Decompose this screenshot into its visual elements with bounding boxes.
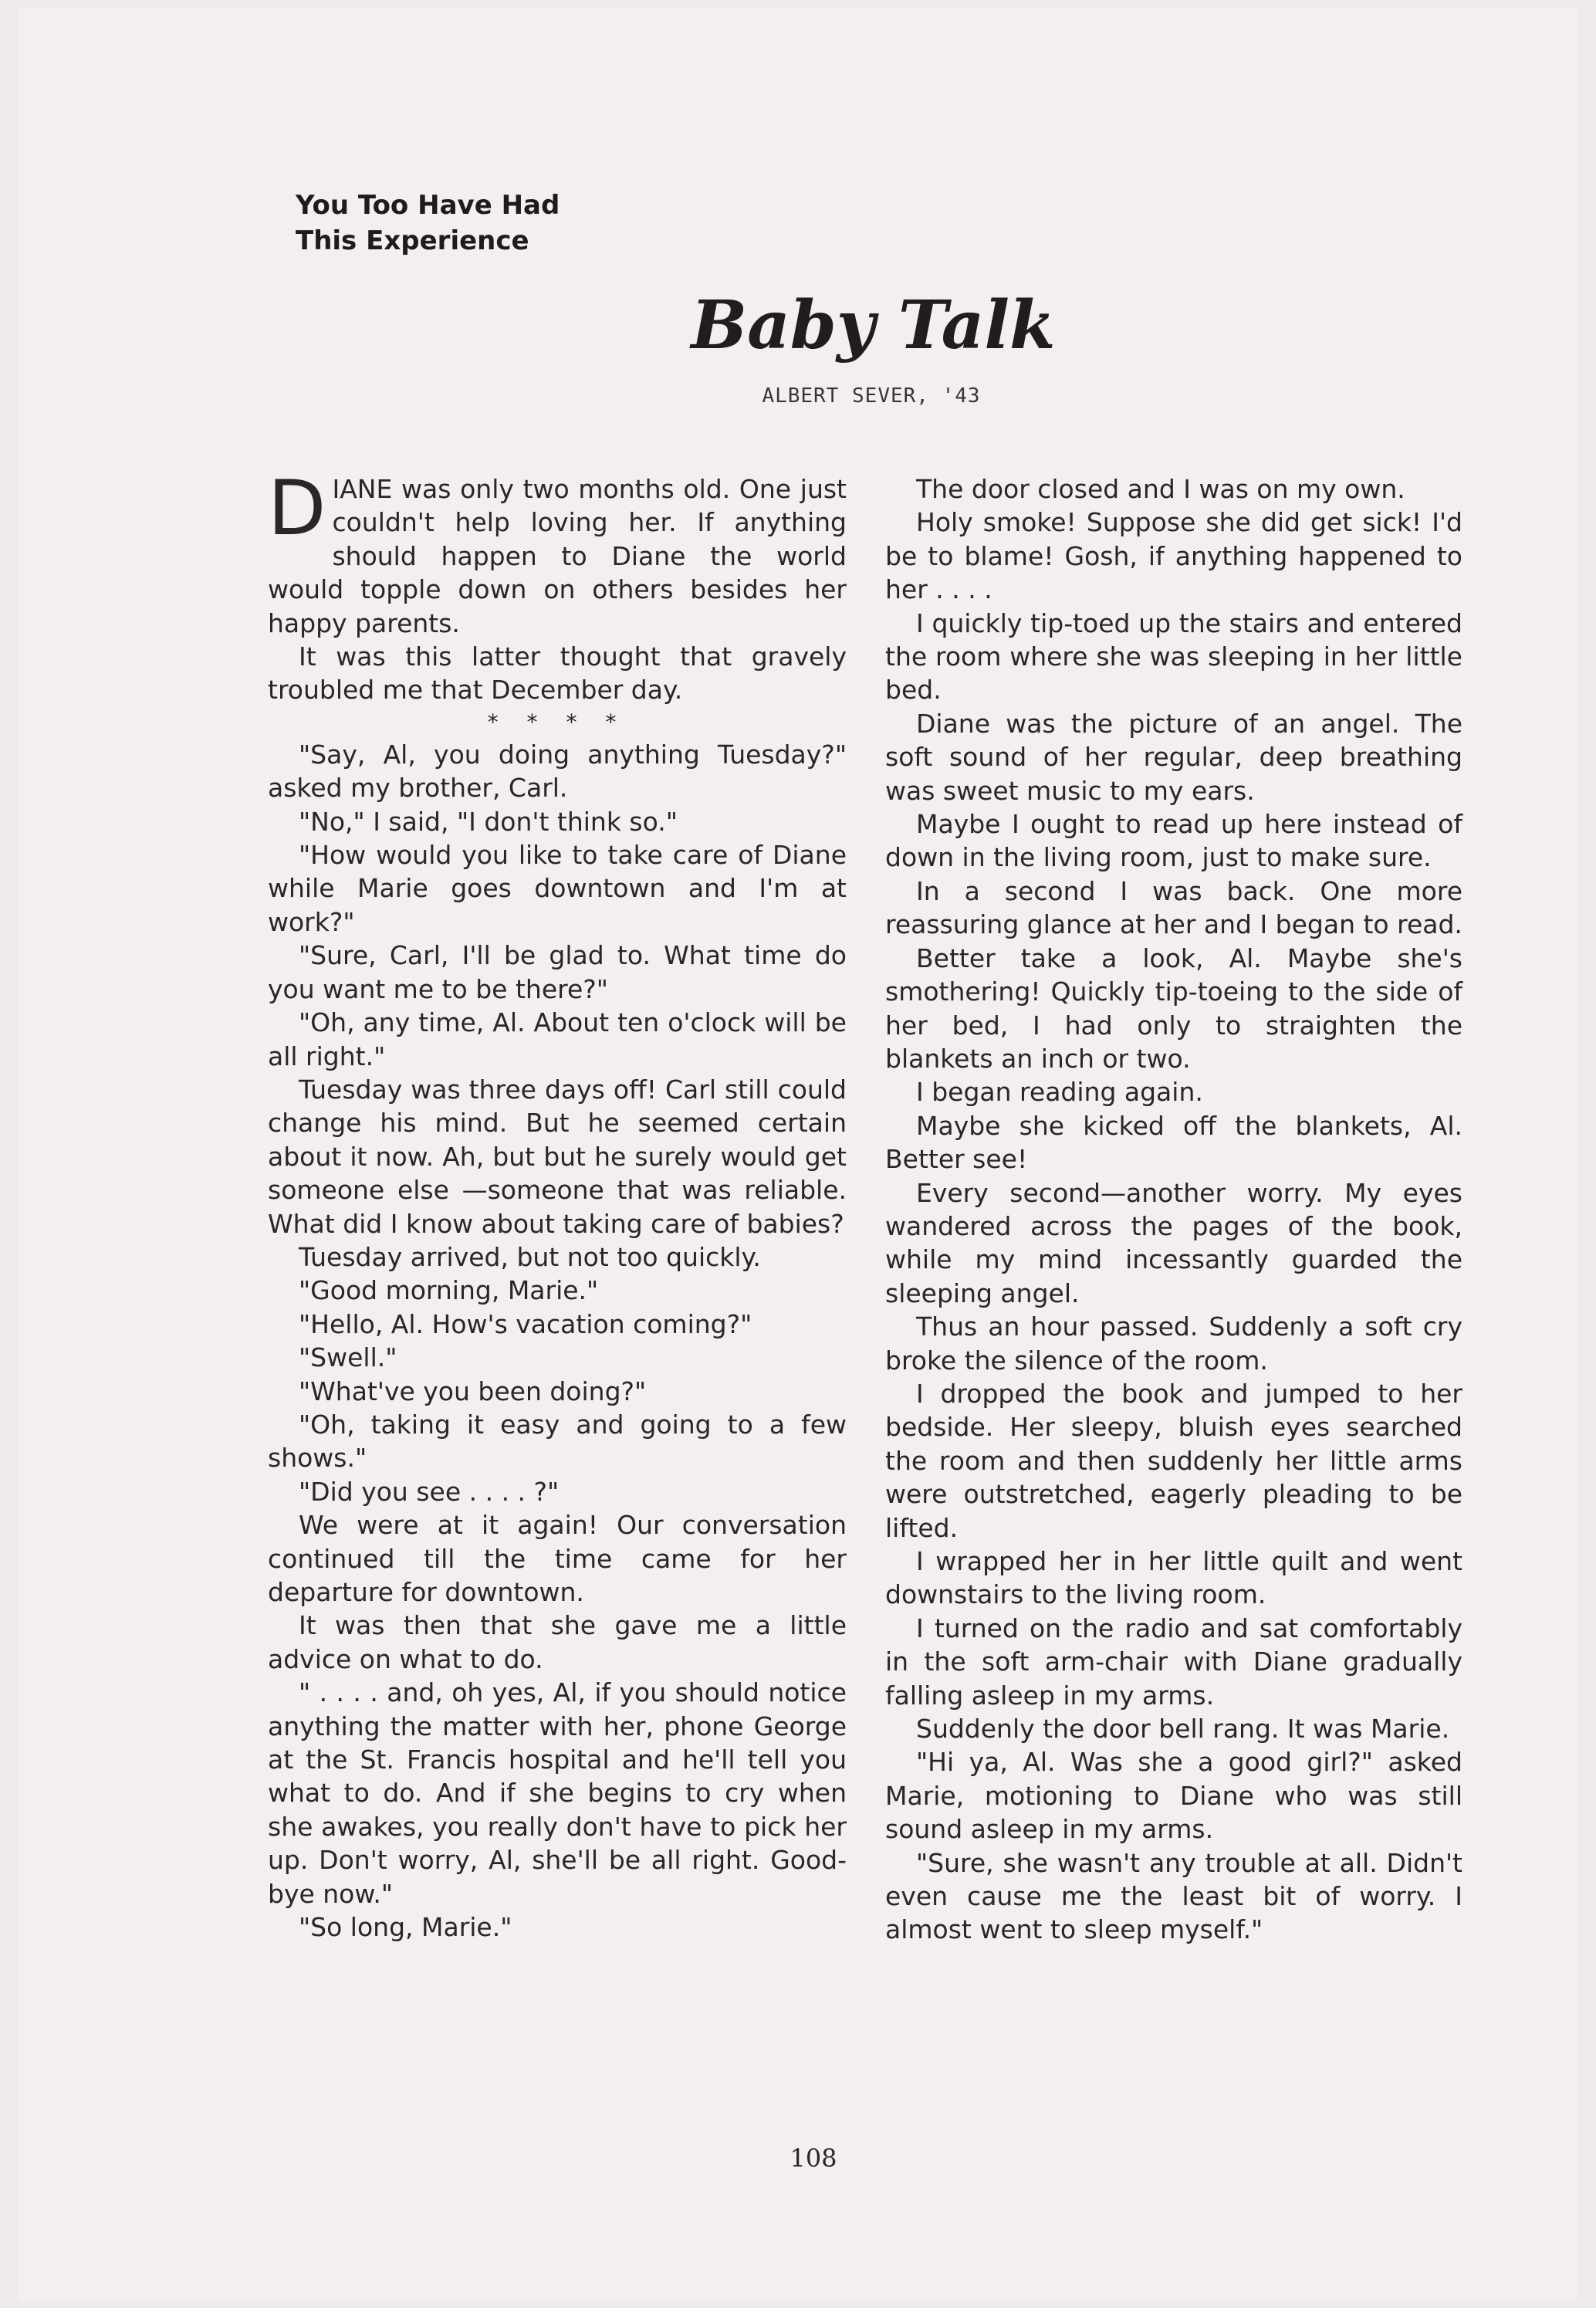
- left-column: [268, 465, 847, 1944]
- paragraph: "Oh, taking it easy and going to a few shows.": [268, 1409, 847, 1474]
- paragraph: I dropped the book and jumped to her bedside. Her sleepy, bluish eyes searched the room and then suddenly her little arms were outstretched, eagerly pleading to be lifted.: [885, 1378, 1462, 1543]
- page-number: 108: [790, 2144, 837, 2173]
- paragraph: [268, 465, 847, 640]
- right-column: [885, 472, 1462, 1947]
- paragraph: Tuesday was three days off! Carl still could change his mind. But he seemed certain about it now. Ah, but but he surely would get someone else —someone that was reliable. What did I know about taking care of babies?: [268, 1074, 847, 1239]
- kicker: [296, 188, 560, 259]
- paragraph: Maybe I ought to read up here instead of down in the living room, just to make sure.: [885, 809, 1462, 873]
- paragraph: Maybe she kicked off the blankets, Al. Better see!: [885, 1110, 1462, 1175]
- paragraph: "No," I said, "I don't think so.": [299, 806, 678, 837]
- paragraph: "Did you see . . . . ?": [299, 1476, 560, 1507]
- paragraph: We were at it again! Our conversation continued till the time came for her departure for downtown.: [268, 1510, 847, 1607]
- paragraph: Better take a look, Al. Maybe she's smothering! Quickly tip-toeing to the side of her bed, I had only to straighten the blankets an inch or two.: [885, 942, 1462, 1074]
- paragraph: Thus an hour passed. Suddenly a soft cry broke the silence of the room.: [885, 1311, 1462, 1376]
- article-title: Baby Talk: [691, 286, 1056, 364]
- paragraph: Suddenly the door bell rang. It was Marie.: [916, 1714, 1450, 1745]
- paragraph: It was this latter thought that gravely troubled me that December day.: [268, 641, 847, 706]
- paragraph: "So long, Marie.": [299, 1912, 512, 1943]
- paragraph: "Sure, she wasn't any trouble at all. Didn't even cause me the least bit of worry. I almost went to sleep myself.": [885, 1847, 1462, 1945]
- section-break: * * * *: [487, 709, 627, 735]
- paragraph: In a second I was back. One more reassuring glance at her and I began to read.: [885, 875, 1462, 940]
- byline: ALBERT SEVER, '43: [762, 384, 981, 408]
- paragraph: I began reading again.: [916, 1077, 1203, 1108]
- paragraph: "Good morning, Marie.": [299, 1275, 599, 1306]
- paragraph: "How would you like to take care of Diane while Marie goes downtown and I'm at work?": [268, 840, 847, 937]
- paragraph: Holy smoke! Suppose she did get sick! I'd be to blame! Gosh, if anything happened to her . . . .: [885, 507, 1462, 605]
- paragraph: "Sure, Carl, I'll be glad to. What time do you want me to be there?": [268, 940, 847, 1004]
- paragraph: I wrapped her in her little quilt and went downstairs to the living room.: [885, 1546, 1462, 1610]
- paragraph: I quickly tip-toed up the stairs and entered the room where she was sleeping in her little bed.: [885, 607, 1462, 706]
- kicker-line-1: You Too Have Had: [296, 190, 560, 221]
- paragraph: "Hello, Al. How's vacation coming?": [299, 1308, 752, 1339]
- paragraph: Diane was the picture of an angel. The soft sound of her regular, deep breathing was sweet music to my ears.: [885, 708, 1462, 806]
- paragraph-text: IANE was only two months old. One just couldn't help loving her. If anything should happen to Diane the world would topple down on others besides her happy parents.: [268, 474, 847, 638]
- paragraph: "What've you been doing?": [299, 1376, 647, 1406]
- paragraph: I turned on the radio and sat comfortably in the soft arm-chair with Diane gradually falling asleep in my arms.: [885, 1613, 1462, 1711]
- paragraph: The door closed and I was on my own.: [916, 474, 1405, 504]
- paragraph: "Swell.": [299, 1342, 397, 1373]
- paragraph: "Say, Al, you doing anything Tuesday?" asked my brother, Carl.: [268, 739, 847, 804]
- kicker-line-2: This Experience: [296, 225, 529, 256]
- paragraph: " . . . . and, oh yes, Al, if you should notice anything the matter with her, phone George at the St. Francis hospital and he'll tell you what to do. And if she begins to cry when she awakes, you really don't have to pick her up. Don't worry, Al, she'll be all right. Good-bye now.": [268, 1677, 847, 1909]
- paragraph: "Hi ya, Al. Was she a good girl?" asked Marie, motioning to Diane who was still sound asleep in my arms.: [885, 1747, 1462, 1845]
- paragraph: "Oh, any time, Al. About ten o'clock will be all right.": [268, 1007, 847, 1071]
- paragraph: Tuesday arrived, but not too quickly.: [299, 1241, 761, 1272]
- paragraph: It was then that she gave me a little advice on what to do.: [268, 1610, 847, 1674]
- drop-cap: D: [268, 465, 326, 553]
- paragraph: Every second—another worry. My eyes wandered across the pages of the book, while my mind incessantly guarded the sleeping angel.: [885, 1177, 1462, 1308]
